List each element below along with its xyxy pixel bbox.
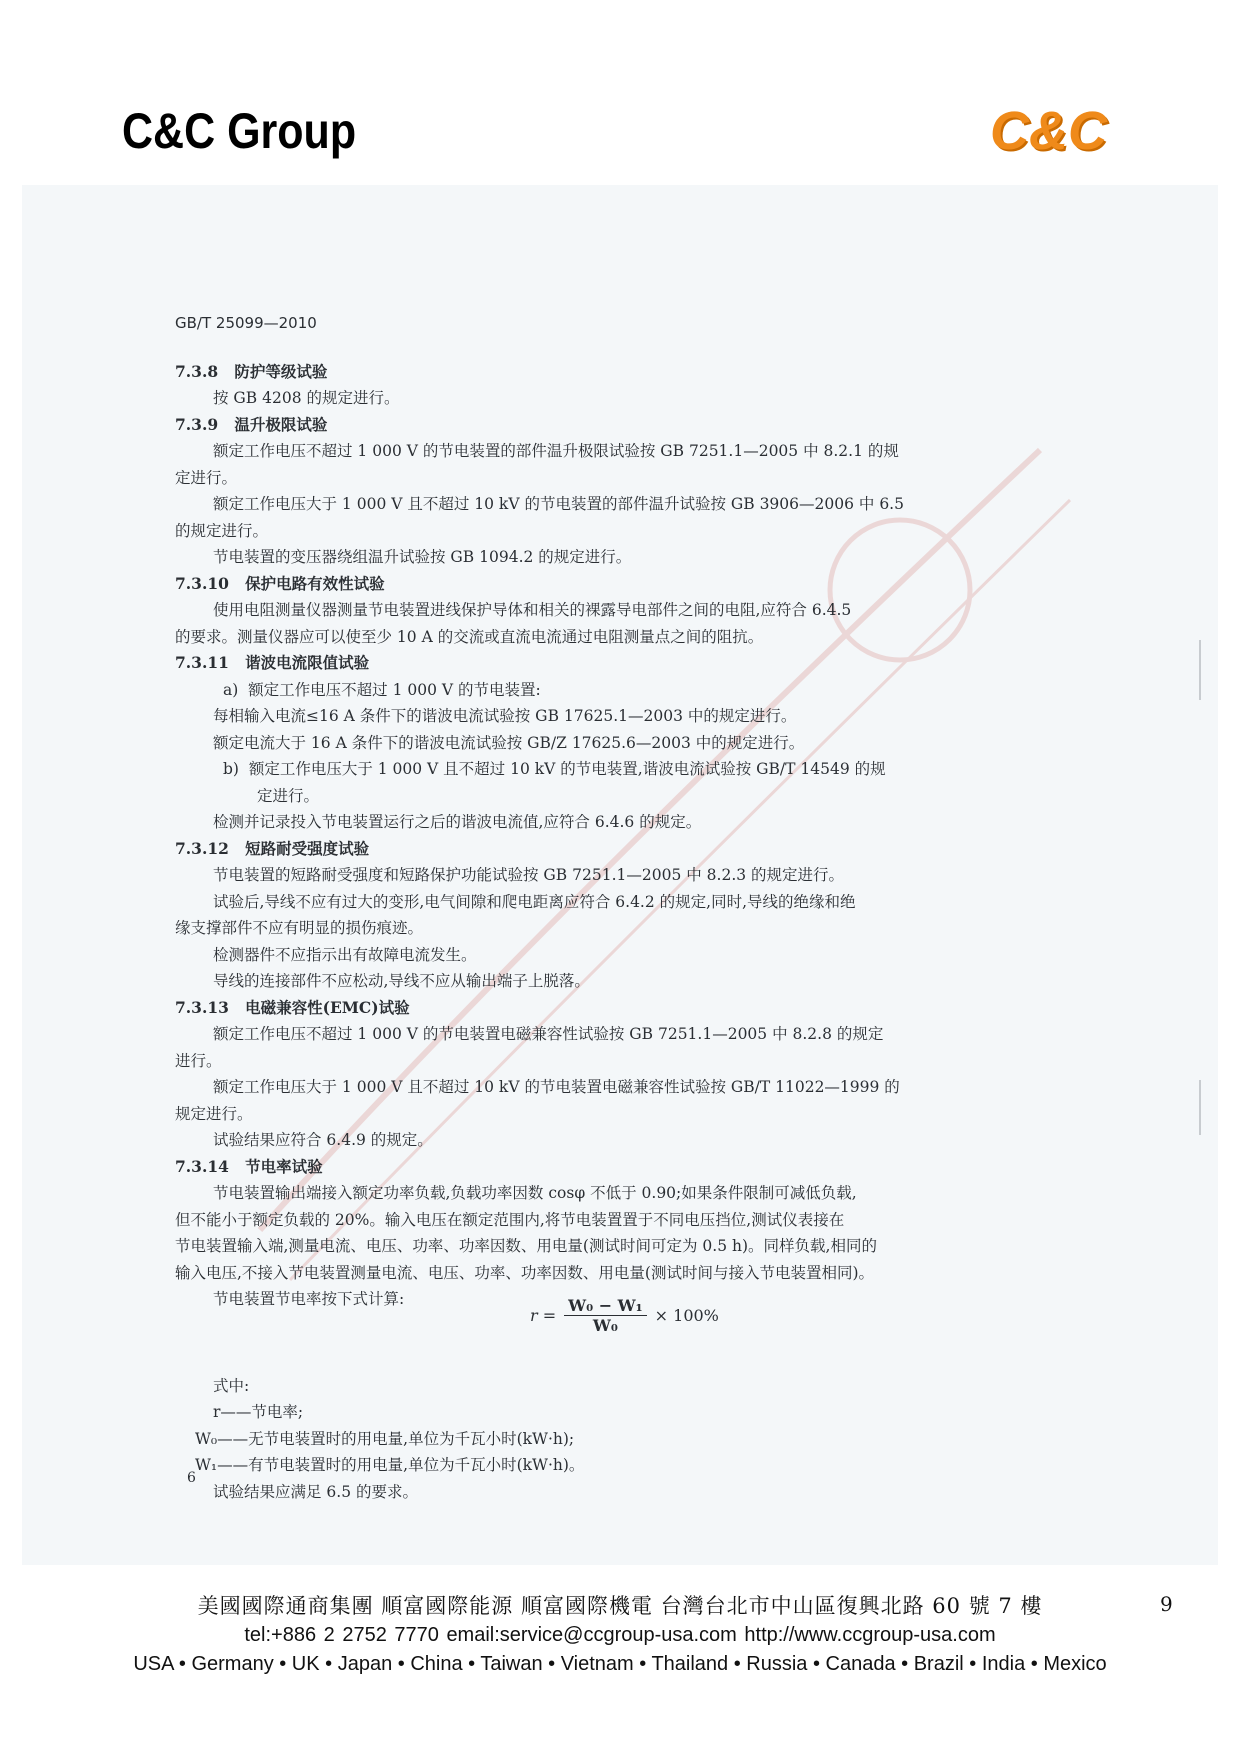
text-line: 定进行。 — [175, 468, 238, 487]
text-line: 节电装置节电率按下式计算: — [213, 1290, 405, 1308]
document-lines — [175, 359, 1075, 1313]
text-line: 检测并记录投入节电装置运行之后的谐波电流值,应符合 6.4.6 的规定。 — [213, 813, 702, 831]
text-line: 但不能小于额定负载的 20%。输入电压在额定范围内,将节电装置置于不同电压挡位,测试仪表接在 — [175, 1210, 845, 1229]
section-heading: 7.3.10 保护电路有效性试验 — [175, 573, 385, 593]
section-heading: 7.3.9 温升极限试验 — [175, 414, 328, 434]
section-heading: 7.3.13 电磁兼容性(EMC)试验 — [175, 997, 410, 1017]
footer-countries-line: USA • Germany • UK • Japan • China • Taiwan • Vietnam • Thailand • Russia • Canada • Brazil • India • Mexico — [133, 1653, 1107, 1675]
text-line: W₁——有节电装置时的用电量,单位为千瓦小时(kW·h)。 — [195, 1456, 585, 1474]
footer — [0, 1590, 1240, 1676]
standard-number: GB/T 25099—2010 — [175, 314, 317, 332]
formula-numerator: W₀ − W₁ — [564, 1296, 647, 1316]
text-line: a) 额定工作电压不超过 1 000 V 的节电装置: — [223, 680, 541, 699]
text-line: 导线的连接部件不应松动,导线不应从输出端子上脱落。 — [213, 972, 590, 990]
text-line: 的规定进行。 — [175, 521, 269, 540]
text-line: 规定进行。 — [175, 1104, 253, 1123]
text-line: 每相输入电流≤16 A 条件下的谐波电流试验按 GB 17625.1—2003 中的规定进行。 — [213, 707, 797, 725]
text-line: 额定工作电压不超过 1 000 V 的节电装置的部件温升极限试验按 GB 7251.1—2005 中 8.2.1 的规 — [213, 442, 899, 460]
section-heading: 7.3.11 谐波电流限值试验 — [175, 653, 370, 672]
text-line: W₀——无节电装置时的用电量,单位为千瓦小时(kW·h); — [195, 1429, 575, 1448]
text-line: 式中: — [213, 1376, 250, 1395]
text-line: 额定工作电压不超过 1 000 V 的节电装置电磁兼容性试验按 GB 7251.1—2005 中 8.2.8 的规定 — [213, 1025, 884, 1043]
text-line: r——节电率; — [213, 1403, 304, 1421]
text-line: 进行。 — [175, 1051, 222, 1070]
section-heading: 7.3.12 短路耐受强度试验 — [175, 838, 370, 858]
text-line: 节电装置输入端,测量电流、电压、功率、功率因数、用电量(测试时间可定为 0.5 h)。同样负载,相同的 — [175, 1237, 877, 1255]
text-line: 额定工作电压大于 1 000 V 且不超过 10 kV 的节电装置电磁兼容性试验按 GB/T 11022—1999 的 — [213, 1078, 900, 1096]
text-line: 节电装置的短路耐受强度和短路保护功能试验按 GB 7251.1—2005 中 8.2.3 的规定进行。 — [213, 866, 845, 884]
text-line: 试验结果应满足 6.5 的要求。 — [213, 1482, 419, 1501]
scan-mark — [1199, 1080, 1201, 1135]
formula-fraction — [564, 1296, 647, 1335]
text-line: 使用电阻测量仪器测量节电装置进线保护导体和相关的裸露导电部件之间的电阻,应符合 6.4.5 — [213, 601, 852, 619]
text-line: 额定电流大于 16 A 条件下的谐波电流试验按 GB/Z 17625.6—2003 中的规定进行。 — [213, 733, 805, 752]
text-line: 检测器件不应指示出有故障电流发生。 — [213, 945, 477, 964]
text-line: b) 额定工作电压大于 1 000 V 且不超过 10 kV 的节电装置,谐波电流试验按 GB/T 14549 的规 — [223, 760, 886, 778]
footer-company-line: 美國國際通商集團 順富國際能源 順富國際機電 台灣台北市中山區復興北路 60 號 7 樓 — [197, 1594, 1043, 1618]
text-line: 定进行。 — [257, 786, 320, 805]
text-line: 按 GB 4208 的规定进行。 — [213, 389, 400, 407]
scan-mark — [1199, 640, 1201, 700]
document-page-number: 6 — [187, 1470, 196, 1486]
text-line: 输入电压,不接入节电装置测量电流、电压、功率、功率因数、用电量(测试时间与接入节电装置相同)。 — [175, 1263, 875, 1282]
text-line: 试验后,导线不应有过大的变形,电气间隙和爬电距离应符合 6.4.2 的规定,同时,导线的绝缘和绝 — [213, 892, 856, 911]
section-heading: 7.3.8 防护等级试验 — [175, 361, 328, 381]
text-line: 的要求。测量仪器应可以使至少 10 A 的交流或直流电流通过电阻测量点之间的阻抗。 — [175, 627, 764, 646]
page-number: 9 — [1160, 1592, 1173, 1616]
text-line: 节电装置的变压器绕组温升试验按 GB 1094.2 的规定进行。 — [213, 548, 632, 566]
footer-contact-line: tel:+886 2 2752 7770 email:service@ccgroup-usa.com http://www.ccgroup-usa.com — [244, 1624, 996, 1646]
text-line: 节电装置输出端接入额定功率负载,负载功率因数 cosφ 不低于 0.90;如果条件限制可减低负载, — [213, 1184, 857, 1202]
document-lines-after — [175, 1373, 1075, 1506]
energy-saving-formula — [530, 1296, 719, 1335]
section-heading: 7.3.14 节电率试验 — [175, 1156, 323, 1176]
brand-logo: C&C — [990, 101, 1107, 161]
text-line: 缘支撑部件不应有明显的损伤痕迹。 — [175, 919, 424, 937]
formula-denominator: W₀ — [592, 1316, 618, 1335]
brand-title: C&C Group — [122, 103, 357, 159]
formula-lhs: r = — [530, 1306, 557, 1325]
formula-rhs: × 100% — [654, 1306, 719, 1325]
text-line: 额定工作电压大于 1 000 V 且不超过 10 kV 的节电装置的部件温升试验按 GB 3906—2006 中 6.5 — [213, 495, 904, 513]
text-line: 试验结果应符合 6.4.9 的规定。 — [213, 1131, 433, 1149]
